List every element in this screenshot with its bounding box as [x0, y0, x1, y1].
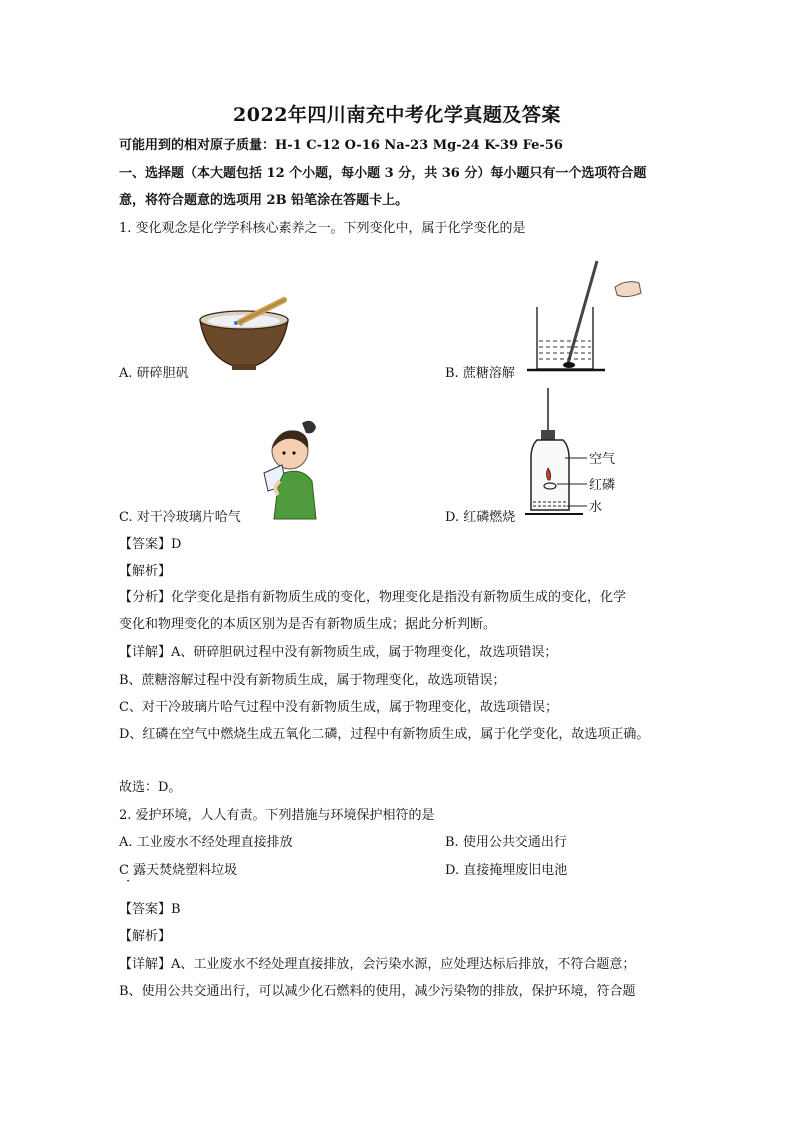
q2-detail-b: B、使用公共交通出行，可以减少化石燃料的使用，减少污染物的排放，保护环境，符合题: [119, 984, 636, 999]
page-title: 2022年四川南充中考化学真题及答案: [233, 104, 561, 126]
label-red-phosphorus: 红磷: [589, 478, 616, 493]
label-water: 水: [589, 500, 603, 515]
q2-option-a: A. 工业废水不经处理直接排放: [119, 835, 293, 850]
q2-answer: 【答案】B: [119, 902, 181, 917]
q1-option-d: D. 红磷燃烧: [445, 510, 516, 525]
atomic-mass-line: 可能用到的相对原子质量：H-1 C-12 O-16 Na-23 Mg-24 K-39 Fe-56: [119, 138, 563, 153]
q1-detail-c: C、对干冷玻璃片哈气过程中没有新物质生成，属于物理变化，故选项错误；: [119, 700, 558, 715]
q1-option-c: C. 对干冷玻璃片哈气: [119, 510, 241, 525]
q1-choose: 故选：D。: [119, 780, 182, 795]
q1-analysis-heading: 【解析】: [119, 564, 172, 579]
section-heading-line-2: 意，将符合题意的选项用 2B 铅笔涂在答题卡上。: [119, 193, 409, 208]
section-heading-line-1: 一、选择题（本大题包括 12 个小题，每小题 3 分，共 36 分）每小题只有一个选项符合题: [119, 166, 647, 181]
q2-option-b: B. 使用公共交通出行: [445, 835, 567, 850]
decorative-dot: ·: [126, 874, 131, 889]
q1-stem: 1. 变化观念是化学学科核心素养之一。下列变化中，属于化学变化的是: [119, 221, 526, 236]
mortar-pestle-figure: [196, 296, 292, 376]
q2-detail-a: 【详解】A、工业废水不经处理直接排放，会污染水源，应处理达标后排放，不符合题意；: [119, 957, 636, 972]
q1-answer: 【答案】D: [119, 537, 182, 552]
q2-option-d: D. 直接掩埋废旧电池: [445, 863, 568, 878]
beaker-stirring-figure: [527, 257, 643, 377]
q1-detail-b: B、蔗糖溶解过程中没有新物质生成，属于物理变化，故选项错误；: [119, 673, 506, 688]
q2-option-c: C 露天焚烧塑料垃圾: [119, 863, 238, 878]
q1-analysis-line-1: 【分析】化学变化是指有新物质生成的变化，物理变化是指没有新物质生成的变化，化学: [119, 590, 627, 605]
phosphorus-combustion-figure: [525, 388, 640, 520]
q1-option-a: A. 研碎胆矾: [119, 366, 189, 381]
label-air: 空气: [589, 452, 616, 467]
q2-stem: 2. 爱护环境，人人有责。下列措施与环境保护相符的是: [119, 808, 435, 823]
q1-analysis-line-2: 变化和物理变化的本质区别为是否有新物质生成；据此分析判断。: [119, 617, 497, 632]
q1-option-b: B. 蔗糖溶解: [445, 366, 515, 381]
q1-detail-d: D、红磷在空气中燃烧生成五氧化二磷，过程中有新物质生成，属于化学变化，故选项正确。: [119, 727, 650, 742]
q2-analysis-heading: 【解析】: [119, 929, 172, 944]
girl-breathing-figure: [258, 415, 320, 521]
q1-detail-a: 【详解】A、研碎胆矾过程中没有新物质生成，属于物理变化，故选项错误；: [119, 645, 558, 660]
